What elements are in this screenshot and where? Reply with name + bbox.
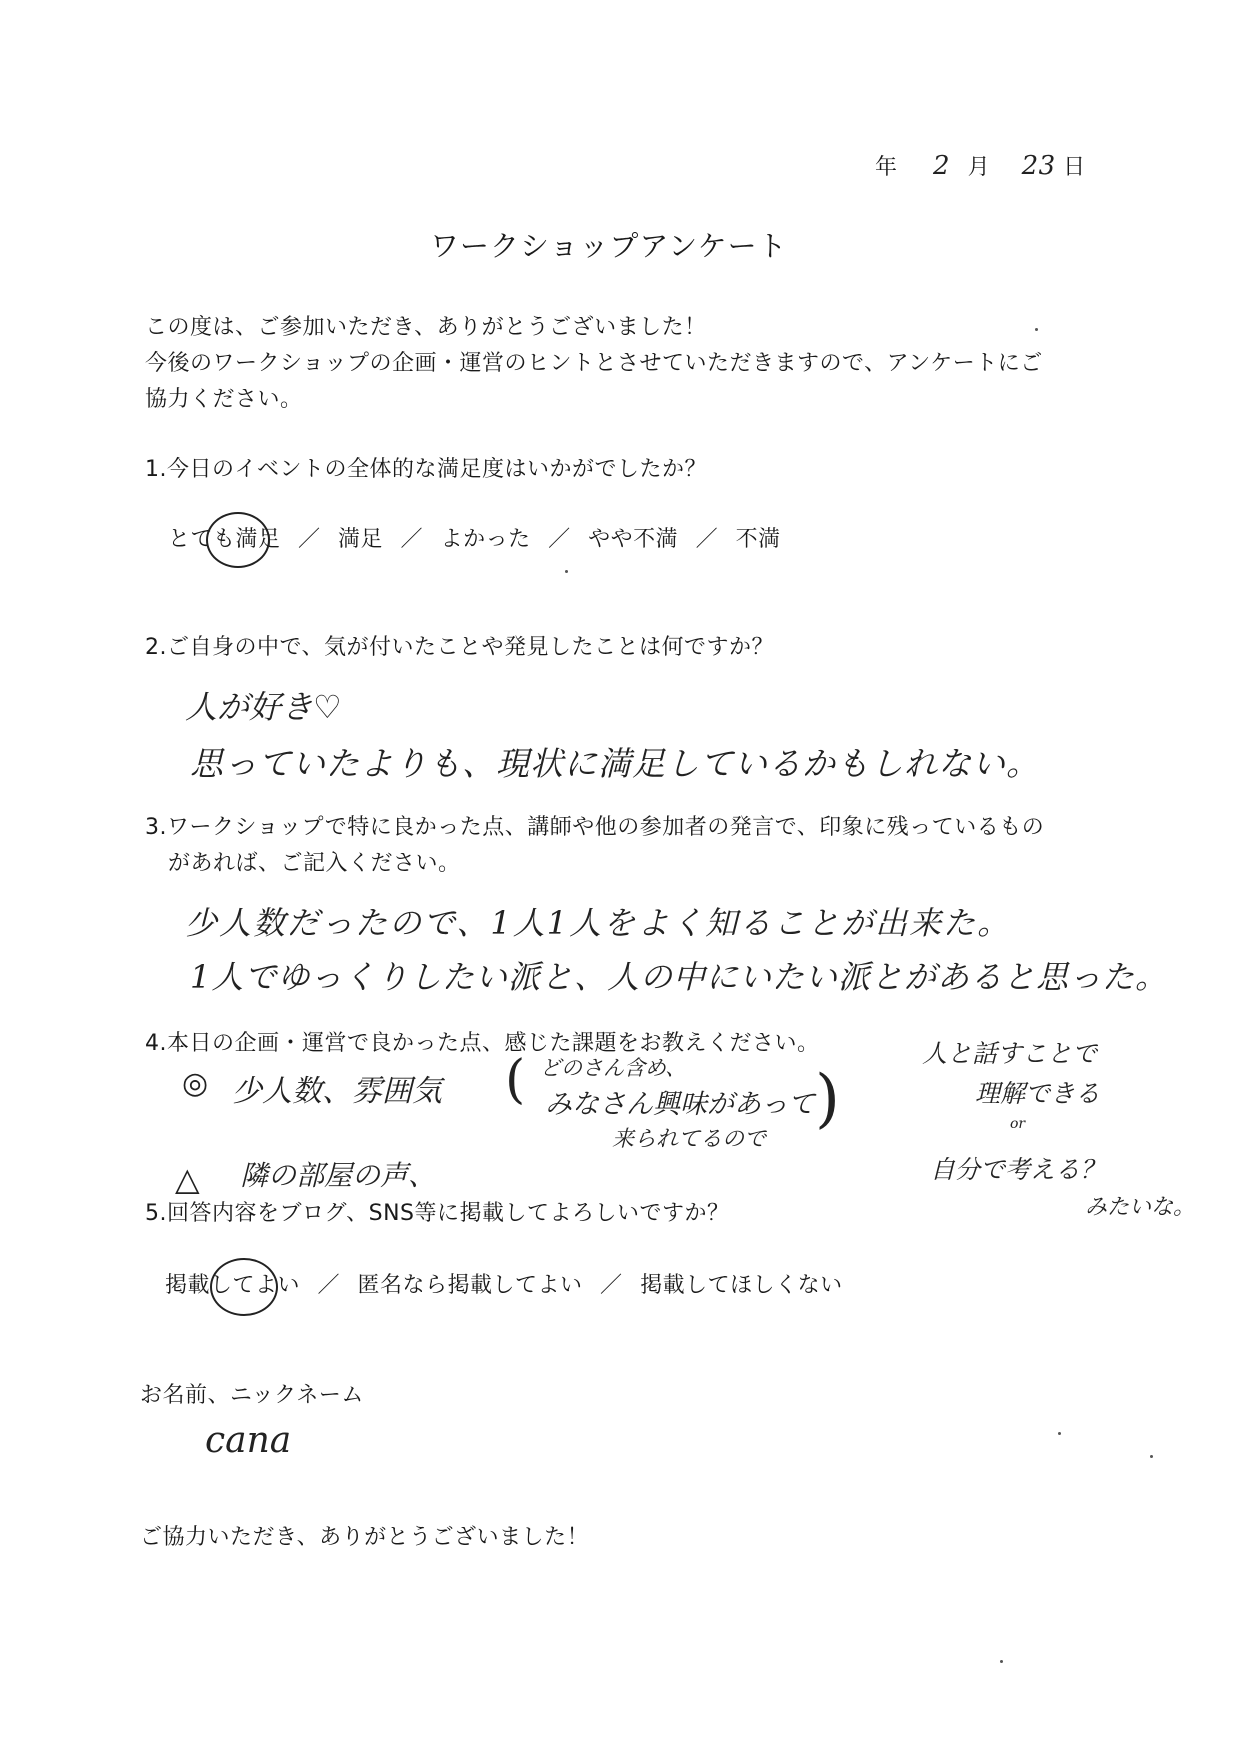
q1-question: 1.今日のイベントの全体的な満足度はいかがでしたか？	[145, 457, 707, 482]
q4-good-note-line-2: みなさん興味があって	[545, 1089, 815, 1120]
q1-separator: ／	[548, 527, 571, 552]
q4-side-note-line-4: 自分で考える？	[930, 1155, 1106, 1184]
date-month-value: 2	[933, 151, 951, 181]
q1-option-unsatisfied[interactable]: 不満	[735, 527, 781, 552]
q2-answer-line-2: 思っていたよりも、現状に満足しているかもしれない。	[190, 744, 1040, 783]
q1-option-somewhat-unsatisfied[interactable]: やや不満	[588, 527, 679, 552]
q4-side-note-line-5: みたいな。	[1085, 1195, 1196, 1220]
name-label: お名前、ニックネーム	[140, 1383, 364, 1408]
q1-separator: ／	[695, 527, 719, 552]
date-month-label: 月	[967, 155, 991, 180]
q5-question: 5.回答内容をブログ、SNS等に掲載してよろしいですか？	[145, 1201, 730, 1226]
scan-speck	[1035, 328, 1038, 331]
q4-good-note-line-1: どのさん含め、	[540, 1056, 687, 1080]
scan-speck	[1058, 1432, 1061, 1435]
date-day-value: 23	[1021, 151, 1056, 181]
q5-option-anonymous[interactable]: 匿名なら掲載してよい	[357, 1273, 583, 1298]
q1-separator: ／	[400, 527, 424, 552]
q1-option-very-satisfied[interactable]: とても満足	[168, 527, 281, 552]
q5-selection-circle	[210, 1258, 278, 1316]
closing-message: ご協力いただき、ありがとうございました！	[140, 1525, 590, 1550]
name-value: cana	[205, 1420, 292, 1461]
q1-option-satisfied[interactable]: 満足	[338, 527, 384, 552]
q4-good-text: 少人数、雰囲気	[232, 1074, 442, 1109]
q4-side-note-line-1: 人と話すことで	[922, 1039, 1098, 1068]
q5-separator: ／	[317, 1273, 341, 1298]
q3-question-line-1: 3.ワークショップで特に良かった点、講師や他の参加者の発言で、印象に残っているもの	[145, 815, 1045, 840]
q3-answer-line-1: 少人数だったので、1人1人をよく知ることが出来た。	[185, 904, 1012, 942]
q1-option-good[interactable]: よかった	[440, 527, 531, 552]
q4-good-mark: ◎	[182, 1066, 209, 1101]
q2-answer-line-1: 人が好き♡	[185, 688, 342, 726]
q4-good-note-line-3: 来られてるので	[612, 1127, 767, 1152]
q3-question-line-2: があれば、ご記入ください。	[168, 851, 461, 876]
q1-selection-circle	[206, 512, 270, 568]
intro-line-3: 協力ください。	[145, 387, 303, 412]
q4-paren-open: (	[505, 1050, 526, 1110]
date-day-label: 日	[1063, 155, 1086, 180]
scan-speck	[565, 570, 568, 573]
q2-question: 2.ご自身の中で、気が付いたことや発見したことは何ですか？	[145, 635, 775, 660]
scan-speck	[1000, 1660, 1003, 1663]
q4-question: 4.本日の企画・運営で良かった点、感じた課題をお教えください。	[145, 1031, 820, 1056]
q4-side-note-line-2: 理解できる	[975, 1079, 1101, 1108]
q3-answer-line-2: 1人でゆっくりしたい派と、人の中にいたい派とがあると思った。	[190, 958, 1169, 996]
q5-option-disallow[interactable]: 掲載してほしくない	[640, 1273, 843, 1298]
date-year-label: 年	[875, 155, 898, 180]
q4-issue-text: 隣の部屋の声、	[240, 1159, 437, 1192]
page-title: ワークショップアンケート	[430, 229, 788, 263]
q5-separator: ／	[600, 1273, 623, 1298]
q4-side-note-line-3: or	[1010, 1116, 1026, 1132]
date-line	[875, 150, 1086, 181]
scan-speck	[1150, 1455, 1153, 1458]
q4-issue-mark: △	[175, 1160, 200, 1198]
q5-option-allow[interactable]: 掲載してよい	[165, 1273, 301, 1298]
q1-separator: ／	[298, 527, 321, 552]
intro-line-1: この度は、ご参加いただき、ありがとうございました！	[145, 315, 707, 340]
intro-line-2: 今後のワークショップの企画・運営のヒントとさせていただきますので、アンケートにご	[145, 351, 1043, 376]
q4-paren-close: )	[815, 1062, 840, 1136]
